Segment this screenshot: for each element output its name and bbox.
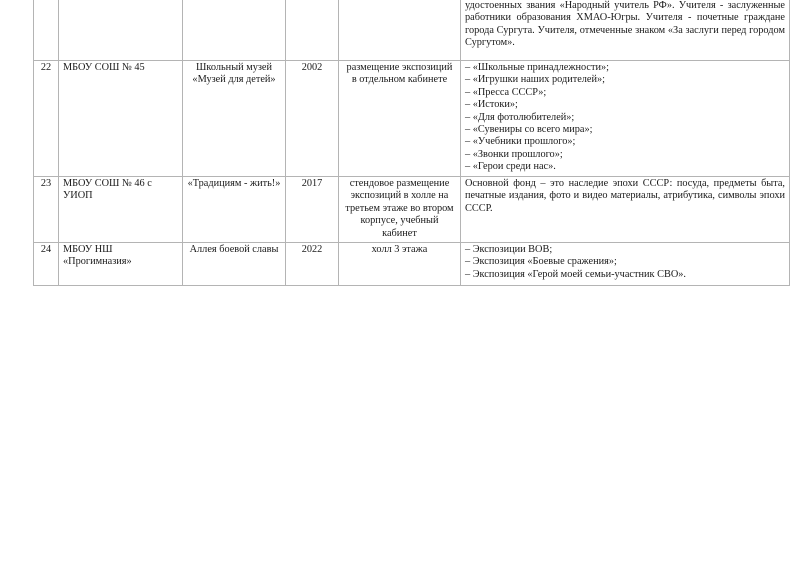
placement: стендовое размещение экспозиций в холле на третьем этаже во втором корпусе, учебный кабинет <box>339 177 461 243</box>
description <box>461 177 790 243</box>
school-name: МБОУ СОШ № 45 <box>59 61 183 177</box>
founded-year: 2002 <box>286 61 339 177</box>
founded-year <box>286 0 339 61</box>
row-number: 23 <box>34 177 59 243</box>
school-name: МБОУ НШ «Прогимназия» <box>59 243 183 286</box>
exposition-item: – «Герои среди нас». <box>465 161 556 173</box>
description <box>461 0 790 61</box>
description <box>461 243 790 286</box>
exposition-item: – «Для фотолюбителей»; <box>465 111 575 123</box>
exposition-item: – «Пресса СССР»; <box>465 86 547 98</box>
museum-name <box>183 0 286 61</box>
placement <box>339 0 461 61</box>
museum-name: Аллея боевой славы <box>183 243 286 286</box>
exposition-item: – «Звонки прошлого»; <box>465 148 563 160</box>
exposition-item: – «Истоки»; <box>465 99 518 111</box>
row-number: 24 <box>34 243 59 286</box>
exposition-item: – Экспозиция «Боевые сражения»; <box>465 256 617 268</box>
placement: размещение экспозиций в отдельном кабинете <box>339 61 461 177</box>
description-line: Основной фонд – это наследие эпохи СССР: посуда, предметы быта, печатные издания, фото и видео материалы, атрибутика, символы эпохи СССР. <box>465 178 785 214</box>
exposition-item: – Экспозиции ВОВ; <box>465 244 553 255</box>
exposition-item: – «Сувениры со всего мира»; <box>465 124 593 136</box>
description-line: удостоенных звания «Народный учитель РФ». Учителя - заслуженные работники образования ХМАО-Югры. Учителя - почетные граждане города Сургута. Учителя, отмеченные знаком «За заслуги перед городом Сургутом». <box>465 0 785 49</box>
museum-name: Школьный музей «Музей для детей» <box>183 61 286 177</box>
description <box>461 61 790 177</box>
table-row <box>34 243 790 286</box>
table-row <box>34 61 790 177</box>
school-name: МБОУ СОШ № 46 с УИОП <box>59 177 183 243</box>
row-number: 22 <box>34 61 59 177</box>
row-number <box>34 0 59 61</box>
placement: холл 3 этажа <box>339 243 461 286</box>
exposition-item: – «Игрушки наших родителей»; <box>465 74 605 86</box>
school-name <box>59 0 183 61</box>
founded-year: 2017 <box>286 177 339 243</box>
exposition-item: – «Учебники прошлого»; <box>465 136 576 148</box>
exposition-item: – «Школьные принадлежности»; <box>465 62 609 73</box>
table-row <box>34 177 790 243</box>
museum-name: «Традициям - жить!» <box>183 177 286 243</box>
exposition-item: – Экспозиция «Герой моей семьи-участник СВО». <box>465 268 686 280</box>
table-row <box>34 0 790 61</box>
museums-table <box>33 0 790 286</box>
founded-year: 2022 <box>286 243 339 286</box>
